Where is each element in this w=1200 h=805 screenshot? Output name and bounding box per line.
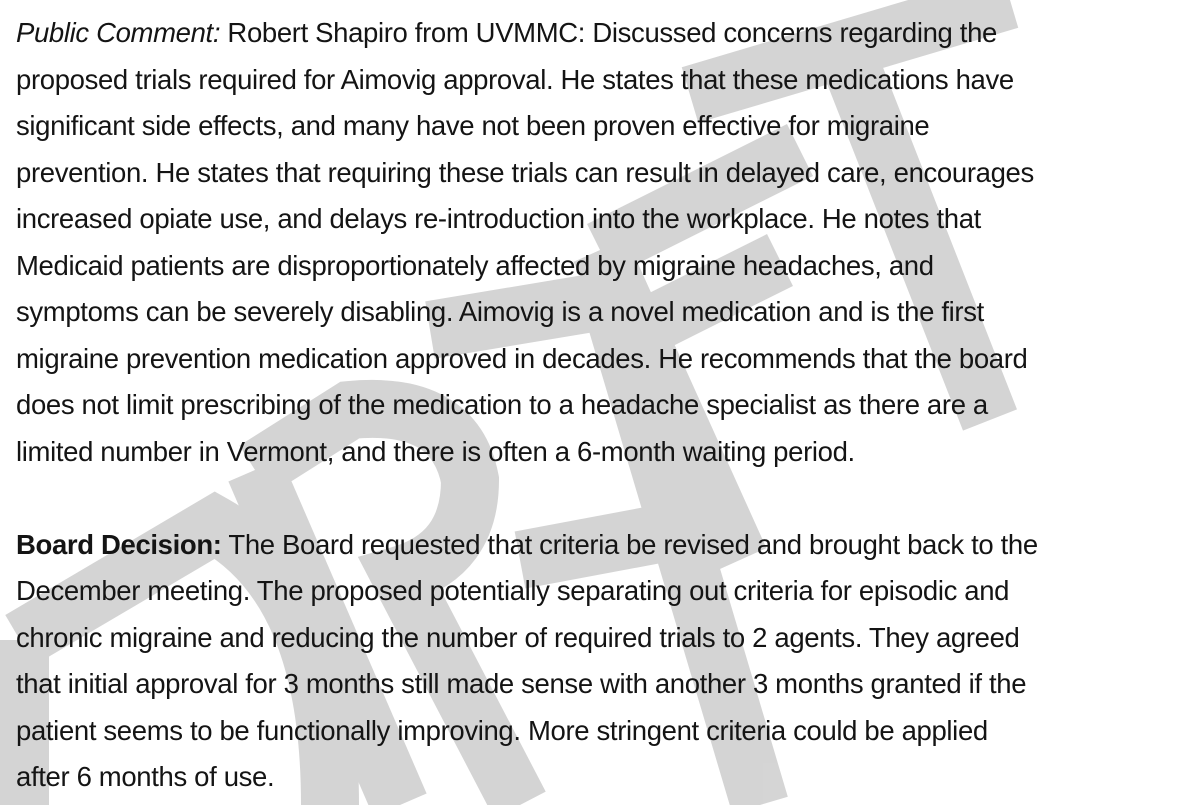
text-line: prevention. He states that requiring these trials can result in delayed care, encourages (16, 156, 1034, 188)
public-comment-paragraph (16, 10, 1196, 475)
text-line: significant side effects, and many have not been proven effective for migraine (16, 110, 930, 141)
text-line: migraine prevention medication approved in decades. He recommends that the board (16, 342, 1028, 374)
text-line: increased opiate use, and delays re-introduction into the workplace. He notes that (16, 203, 981, 234)
text-line (16, 522, 1196, 569)
document-body (16, 10, 1196, 801)
text-line-content: The Board requested that criteria be revised and brought back to the (221, 528, 1038, 560)
text-line: Medicaid patients are disproportionately affected by migraine headaches, and (16, 249, 934, 281)
text-line: chronic migraine and reducing the number of required trials to 2 agents. They agreed (16, 621, 1020, 653)
board-decision-paragraph (16, 522, 1196, 801)
text-line (16, 10, 1196, 57)
text-line-content: Robert Shapiro from UVMMC: Discussed concerns regarding the (220, 17, 997, 48)
text-line: symptoms can be severely disabling. Aimovig is a novel medication and is the first (16, 296, 984, 327)
text-line: proposed trials required for Aimovig approval. He states that these medications have (16, 63, 1014, 95)
text-line: patient seems to be functionally improving. More stringent criteria could be applied (16, 714, 988, 746)
text-line: limited number in Vermont, and there is often a 6-month waiting period. (16, 435, 855, 467)
board-decision-label: Board Decision: (16, 528, 222, 560)
text-line: does not limit prescribing of the medication to a headache specialist as there are a (16, 389, 988, 420)
public-comment-label: Public Comment: (16, 17, 221, 48)
text-line: that initial approval for 3 months still made sense with another 3 months granted if the (16, 668, 1027, 699)
paragraph-gap (16, 475, 1196, 522)
text-line: December meeting. The proposed potentially separating out criteria for episodic and (16, 575, 1010, 606)
text-line: after 6 months of use. (16, 761, 275, 792)
